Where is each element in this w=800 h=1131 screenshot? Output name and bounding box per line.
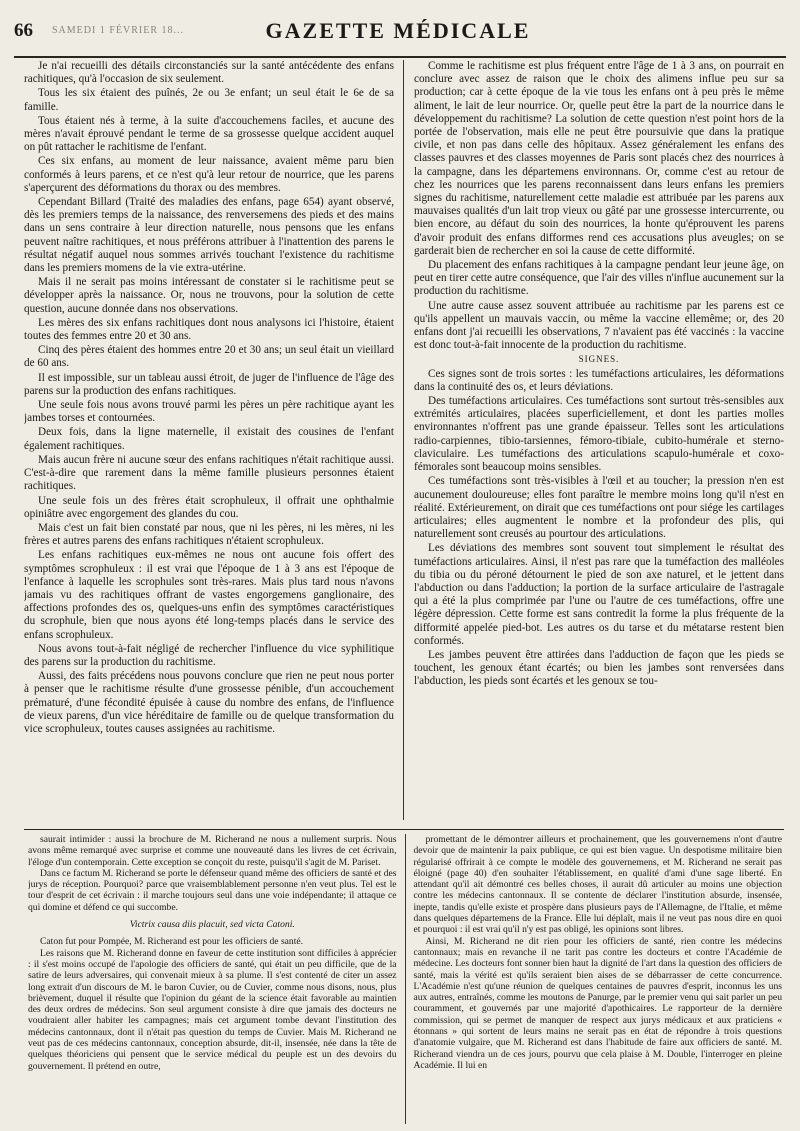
page-number: 66 (14, 20, 33, 41)
paragraph: Nous avons tout-à-fait négligé de rechercher l'influence du vice syphilitique des parens sur la production du rachitisme. (24, 642, 394, 668)
paragraph: Deux fois, dans la ligne maternelle, il existait des cousines de l'enfant également rachitiques. (24, 426, 394, 452)
paragraph: Comme le rachitisme est plus fréquent entre l'âge de 1 à 3 ans, on pourrait en conclure avec assez de raison que le choix des alimens influe peu sur sa production; car à cette époque de la vie tous les enfans ont à peu près le même aliment, le lait de leur nourrice. Or, quelle peut être la part de la nourrice dans le développement du rachitisme? La solution de cette question n'est point hors de la portée de l'observation, mais elle ne peut être poursuivie que dans la pratique civile, et non pas dans celle des hôpitaux. Assez généralement les enfans des classes pauvres et des classes moyennes de Paris sont placés chez des nourrices à la campagne, dans les départemens environnans. Or, comme c'est au retour de chez les nourrices que les parens reconnaissent dans leurs enfans les premiers signes du rachitisme, naturellement cette maladie est attribuée par les parens aux mauvaises qualités d'un lait trop vieux ou gâté par une grossesse intercurrente, ou bien encore, au défaut du soin des nourrices, la honte qu'éprouvent les parens d'avoir produit des enfans difformes rend ces accusations plus aveugles; on se garderait bien de rechercher en soi la cause de cette difformité. (414, 60, 784, 257)
paragraph: Ces tuméfactions sont très-visibles à l'œil et au toucher; la pression n'en est aucunement douloureuse; elles font paraître le membre moins long qu'il n'est en réalité. Extérieurement, on dirait que ces tuméfactions ont pour siége les cartilages articulaires; elles augmentent le nombre et la profondeur des plis, qui naturellement sont creusés au pourtour des articulations. (414, 475, 784, 541)
paragraph: Les raisons que M. Richerand donne en faveur de cette institution sont difficiles à apprécier : il s'est moins occupé de l'apologie des officiers de santé, qui était un peu difficile, que de la satire de leurs adversaires, qui convenait mieux à sa plume. Il s'est contenté de citer un assez long extrait d'un discours de M. le baron Cuvier, ou de Cuvier, comme nous disons, nous, plus brièvement, duquel il résulte que l'opinion du géant de la science était favorable au maintien des deux ordres de médecins. Son seul argument consiste à dire que jamais des docteurs ne voudraient aller habiter les campagnes; mais cet argument tombe devant l'institution des médecins cantonnaux, dont il n'était pas question du temps de Cuvier. Mais M. Richerand ne veut pas de ces médecins cantonnaux, conception absurde, dit-il, insensée, née dans la tête de quelques théoriciens qui pensent que le service médical du peuple est un des devoirs du gouvernement. Il prétend en outre, (28, 947, 397, 1072)
header-rule (14, 56, 786, 58)
masthead-title: GAZETTE MÉDICALE (265, 18, 531, 43)
paragraph: Une autre cause assez souvent attribuée au rachitisme par les parens est ce qu'ils appellent un mauvais vaccin, ou même la vaccine ellemême; or, des 20 enfans dont j'ai recueilli les observations, 7 n'avaient pas été vaccinés : la vaccine est donc tout-à-fait innocente de la production du rachitisme. (414, 299, 784, 352)
paragraph: Ces signes sont de trois sortes : les tuméfactions articulaires, les déformations dans la continuité des os, et leurs déviations. (414, 367, 784, 393)
paragraph: Ces six enfans, au moment de leur naissance, avaient même paru bien conformés à leurs parens, et ce n'est qu'à leur retour de nourrice, que les parens s'aperçurent des déformations du thorax ou des membres. (24, 155, 394, 194)
paragraph: Mais il ne serait pas moins intéressant de constater si le rachitisme peut se développer après la naissance. Or, nous ne trouvons, pour la solution de cette question, aucune donnée dans nos observations. (24, 276, 394, 315)
paragraph: Mais aucun frère ni aucune sœur des enfans rachitiques n'était rachitique aussi. C'est-à-dire que rarement dans la même famille plusieurs personnes étaient rachitiques. (24, 453, 394, 493)
paragraph: Il est impossible, sur un tableau aussi étroit, de juger de l'influence de l'âge des parens sur la production des enfans rachitiques. (24, 371, 394, 397)
paragraph: Du placement des enfans rachitiques à la campagne pendant leur jeune âge, on peut en tirer cette autre conséquence, que l'air des villes n'influe aucunement sur la production du rachitisme. (414, 259, 784, 298)
main-article (24, 60, 784, 820)
paragraph: Mais c'est un fait bien constaté par nous, que ni les pères, ni les mères, ni les frères et autres parens des enfans rachitiques n'étaient scrophuleux. (24, 521, 394, 548)
paragraph: Des tuméfactions articulaires. Ces tuméfactions sont surtout très-sensibles aux extrémités articulaires, placées superficiellement, et dont les parties molles environnantes n'offrent pas une grande épaisseur. Telles sont les articulations radio-carpiennes, tibio-tarsiennes, fémoro-tibiale, cubito-humérale et sterno-claviculaire. Les tuméfactions des articulations scapulo-humérale et coxo-fémorales sont beaucoup moins sensibles. (414, 395, 784, 474)
paragraph: Caton fut pour Pompée, M. Richerand est pour les officiers de santé. (40, 936, 304, 948)
right-column (404, 60, 784, 820)
paragraph: Les mères des six enfans rachitiques dont nous analysons ici l'histoire, étaient toutes des femmes entre 20 et 30 ans. (24, 316, 394, 343)
feuilleton-left-column (28, 834, 405, 1124)
paragraph: Aussi, des faits précédens nous pouvons conclure que rien ne peut nous porter à penser que le rachitisme résulte d'une grossesse pénible, d'un accouchement prématuré, d'une fécondité épuisée à cause du nombre des enfans, de l'influence de vieux parens, d'un vice héréditaire de famille ou de quelque transformation du vice scrophuleux, toutes causes assignées au rachitisme. (24, 670, 394, 735)
section-heading: SIGNES. (578, 354, 620, 365)
date-line: SAMEDI 1 FÉVRIER 18... (52, 25, 185, 36)
page-header (14, 16, 782, 52)
paragraph: Une seule fois nous avons trouvé parmi les pères un père rachitique ayant les jambes torses et contournées. (24, 399, 394, 425)
paragraph: Une seule fois un des frères était scrophuleux, il offrait une ophthalmie opiniâtre avec engorgement des glandes du cou. (24, 494, 394, 520)
paragraph: Tous les six étaient des puînés, 2e ou 3e enfant; un seul était le 6e de sa famille. (24, 87, 394, 113)
feuilleton-rule (24, 829, 784, 830)
left-column (24, 60, 403, 820)
feuilleton-right-column (406, 834, 783, 1124)
paragraph: Les déviations des membres sont souvent tout simplement le résultat des tuméfactions articulaires. Ainsi, il n'est pas rare que la tuméfaction des malléoles du tibia ou du péroné détournent le pied de son axe naturel, et le jettent dans l'abduction ou dans l'adduction; la portion de la surface articulaire de l'astragale qui a été la plus comprimée par l'une ou l'autre de ces tuméfactions, offre une légère dépression. Cette forme est sans contredit la forme la plus fréquente de la difformité appelée pied-bot. Les autres os du tarse et du métatarse restent bien conformés. (414, 542, 784, 647)
paragraph: Ainsi, M. Richerand ne dit rien pour les officiers de santé, rien contre les médecins cantonnaux; mais en revanche il ne tarit pas contre les docteurs et contre l'Académie de médecine. Les docteurs font sonner bien haut la dignité de l'art dans la question des officiers de santé, mais la vérité est qu'ils seraient bien aises de se débarrasser de cette concurrence. L'Académie n'est qu'une réunion de quelques centaines de pauvres d'esprit, inconnus les uns aux autres, entraînés, comme les moutons de Panurge, par le premier venu qui sait parler un peu couramment, et gouvernés par une majorité d'apothicaires. Le rapporteur de la dernière commission, qui se permet de manquer de respect aux jurys médicaux et aux praticiens « étonnans » qui sortent de leurs mains ne serait pas en état de répondre à trois questions d'anatomie vulgaire, que M. Richerand est dans l'habitude de faire aux officiers de santé. M. Richerand viendra un de ces jours, pourvu que cela plaise à M. Double, l'interroger en pleine Académie. Il lui en (413, 935, 782, 1071)
paragraph: promettant de le démontrer ailleurs et prochainement, que les gouvernemens n'ont d'autre devoir que de maintenir la paix publique, ce qui est bien vague. Un despotisme militaire bien régularisé offrirait à ce compte le modèle des gouvernemens, et M. Richerand ne serait pas éloigné (page 40) d'en souhaiter l'établissement, en qualité d'ami d'une sage liberté. En attendant qu'il ait démontré ces belles choses, il aurait dû articuler au moins une objection contre les médecins cantonnaux. Il se contente de déclarer l'institution absurde, insensée, inepte, tandis qu'elle existe et prospère dans plusieurs pays de l'Allemagne, de l'Italie, et même dans quelques départemens de la France. Elle lui déplaît, mais il ne veut pas nous dire en quoi et pourquoi : il est vrai qu'il n'y est pas obligé, les opinions sont libres. (413, 834, 782, 936)
paragraph: Les enfans rachitiques eux-mêmes ne nous ont aucune fois offert des symptômes scrophuleux : il est vrai que l'époque de 1 à 3 ans est l'époque de l'enfance à laquelle les scrophules sont très-rares. Mais plus tard nous n'avons jamais vu des rachitiques offrant de vastes engorgemens ganglionaire, des affections profondes des os, quelques-uns enfin des symptômes caractéristiques du scrophule, bien que nous ayons été long-temps placés dans le service des enfans scrophuleux. (24, 549, 394, 641)
paragraph: Je n'ai recueilli des détails circonstanciés sur la santé antécédente des enfans rachitiques, qu'à l'occasion de six seulement. (24, 60, 394, 86)
paragraph: Cependant Billard (Traité des maladies des enfans, page 654) ayant observé, dès les premiers temps de la naissance, des renversemens des pieds et des mains dans un sens contraire à leur direction naturelle, nous pensons que les enfans peuvent naître rachitiques, et nous préférons attribuer à l'inattention des parens le résultat négatif auquel nous sommes arrivés touchant l'existence du rachitisme dans les premiers momens de la vie extra-utérine. (24, 196, 394, 275)
paragraph: Dans ce factum M. Richerand se porte le défenseur quand même des officiers de santé et des jurys de réception. Pourquoi? parce que vraisemblablement personne n'en veut plus. Tel est le tour d'esprit de cet écrivain : il marche toujours seul dans une voie indépendante; il attaque ce qui domine et défend ce qui succombe. (28, 867, 397, 913)
paragraph: Tous étaient nés à terme, à la suite d'accouchemens faciles, et aucune des mères n'avait éprouvé pendant le terme de sa grossesse quelque accident auquel on pût rattacher le rachitisme de l'enfant. (24, 114, 394, 154)
paragraph: Cinq des pères étaient des hommes entre 20 et 30 ans; un seul était un vieillard de 60 ans. (24, 344, 394, 370)
paragraph: Les jambes peuvent être attirées dans l'adduction de façon que les pieds se touchent, les genoux étant écartés; ou bien les jambes sont renversées dans l'abduction, les pieds sont écartés et les genoux se tou- (414, 648, 784, 688)
paragraph: saurait intimider : aussi la brochure de M. Richerand ne nous a nullement surpris. Nous avons même remarqué avec surprise et comme une nouveauté dans les livres de cet écrivain, l'éloge d'un contemporain. Cette exception se conçoit du reste, puisqu'il s'agit de M. Pariset. (28, 834, 397, 868)
latin-quote: Victrix causa diis placuit, sed victa Catoni. (129, 919, 295, 931)
feuilleton (28, 834, 782, 1124)
